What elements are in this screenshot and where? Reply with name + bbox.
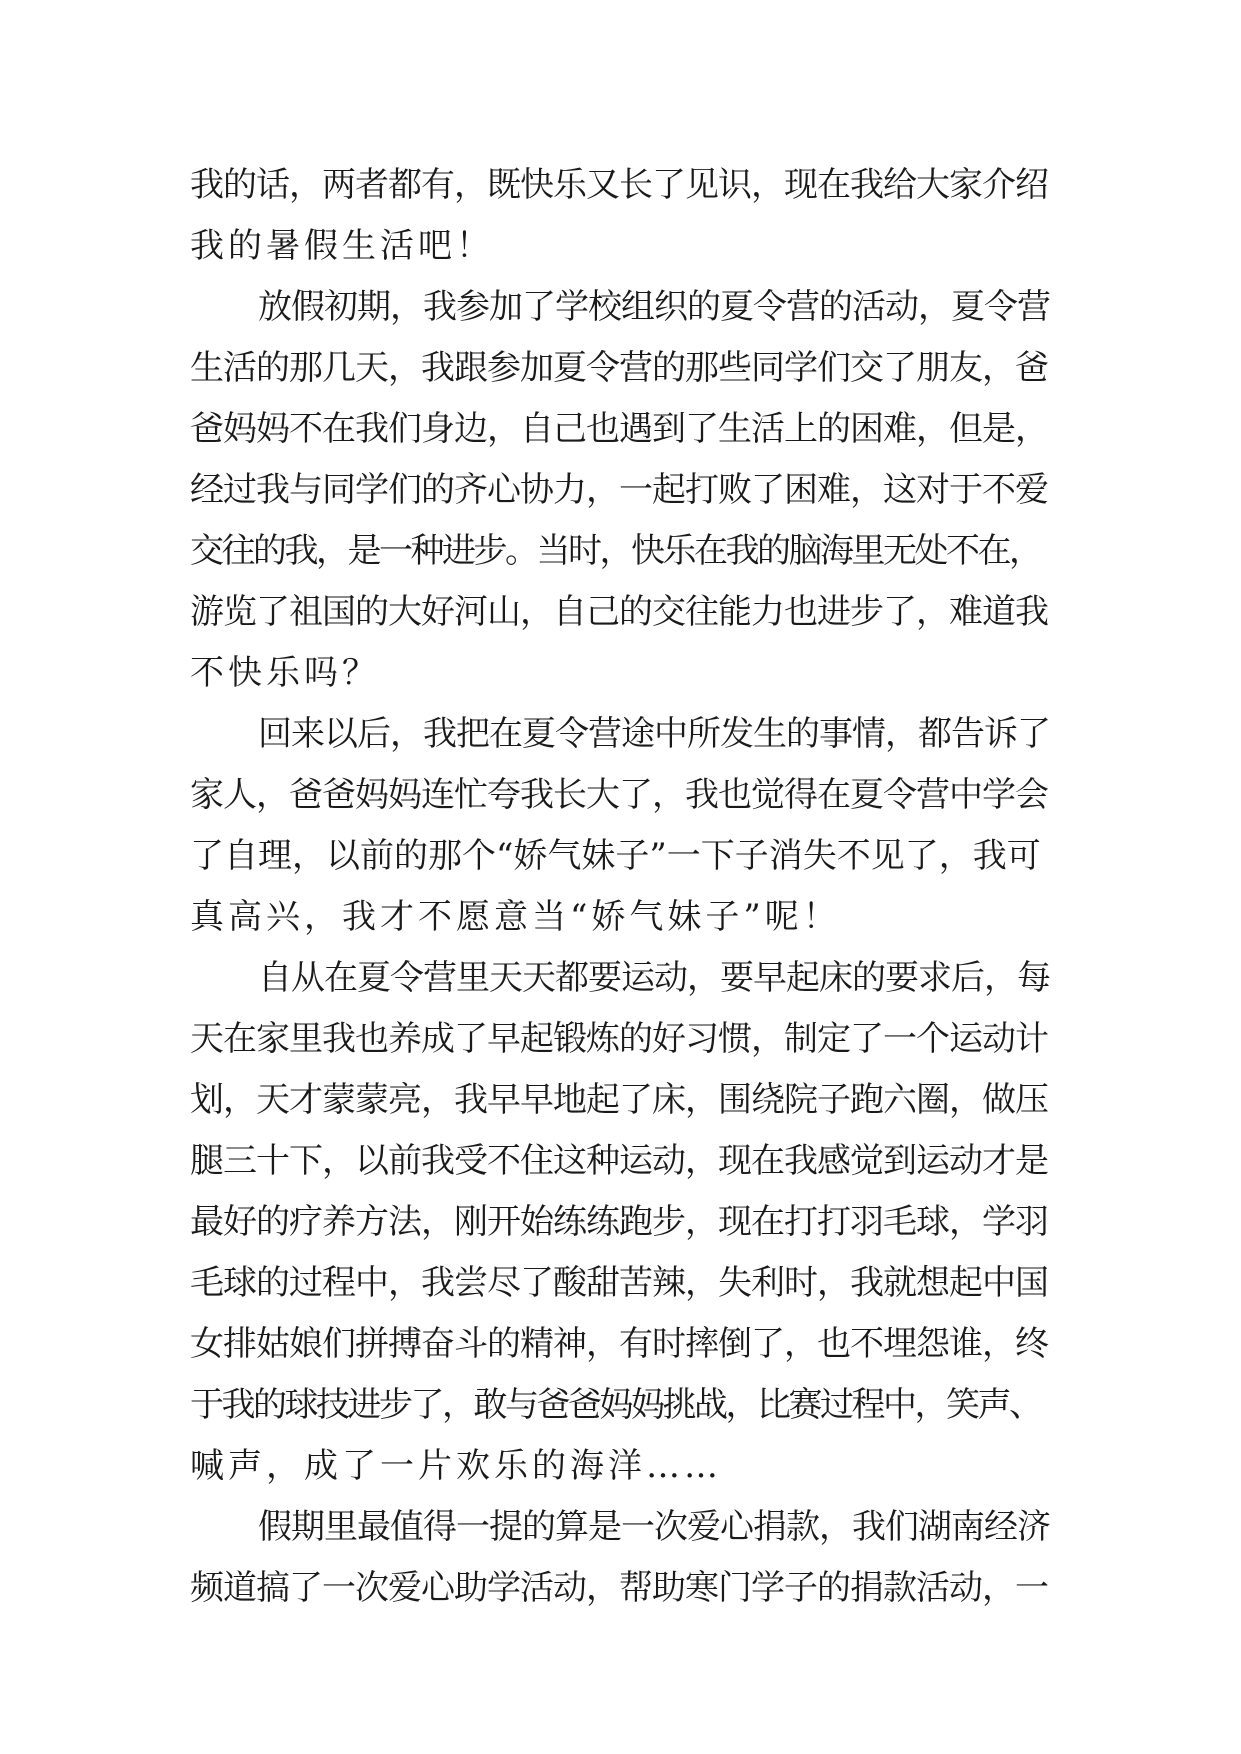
text-line: 最好的疗养方法，刚开始练练跑步，现在打打羽毛球，学羽 (190, 1202, 1048, 1242)
text-line: 喊声，成了一片欢乐的海洋…… (190, 1446, 722, 1486)
text-line: 自从在夏令营里天天都要运动，要早起床的要求后，每 (258, 958, 1050, 998)
text-line: 女排姑娘们拼搏奋斗的精神，有时摔倒了，也不埋怨谁，终 (190, 1324, 1048, 1364)
text-line: 生活的那几天，我跟参加夏令营的那些同学们交了朋友，爸 (190, 348, 1048, 388)
text-line: 划，天才蒙蒙亮，我早早地起了床，围绕院子跑六圈，做压 (190, 1080, 1048, 1120)
text-line: 真高兴，我才不愿意当“娇气妹子”呢！ (190, 897, 841, 937)
text-line: 我的话，两者都有，既快乐又长了见识，现在我给大家介绍 (190, 165, 1048, 205)
text-line: 不快乐吗？ (190, 653, 380, 693)
text-line: 交往的我，是一种进步。当时，快乐在我的脑海里无处不在， (190, 531, 1041, 571)
text-line: 我的暑假生活吧！ (190, 226, 494, 266)
text-line: 毛球的过程中，我尝尽了酸甜苦辣，失利时，我就想起中国 (190, 1263, 1048, 1303)
text-line: 放假初期，我参加了学校组织的夏令营的活动，夏令营 (258, 287, 1050, 327)
text-line: 家人，爸爸妈妈连忙夸我长大了，我也觉得在夏令营中学会 (190, 775, 1048, 815)
text-line: 于我的球技进步了，敢与爸爸妈妈挑战，比赛过程中，笑声、 (190, 1385, 1041, 1425)
text-line: 假期里最值得一提的算是一次爱心捐款，我们湖南经济 (258, 1507, 1050, 1547)
text-line: 了自理，以前的那个“娇气妹子”一下子消失不见了，我可 (190, 836, 1041, 876)
text-line: 天在家里我也养成了早起锻炼的好习惯，制定了一个运动计 (190, 1019, 1048, 1059)
text-line: 爸妈妈不在我们身边，自己也遇到了生活上的困难，但是， (190, 409, 1048, 449)
text-line: 回来以后，我把在夏令营途中所发生的事情，都告诉了 (258, 714, 1050, 754)
body-text (190, 155, 1050, 1619)
text-line: 频道搞了一次爱心助学活动，帮助寒门学子的捐款活动，一 (190, 1568, 1048, 1608)
text-line: 腿三十下，以前我受不住这种运动，现在我感觉到运动才是 (190, 1141, 1048, 1181)
text-line: 游览了祖国的大好河山，自己的交往能力也进步了，难道我 (190, 592, 1048, 632)
text-line: 经过我与同学们的齐心协力，一起打败了困难，这对于不爱 (190, 470, 1048, 510)
